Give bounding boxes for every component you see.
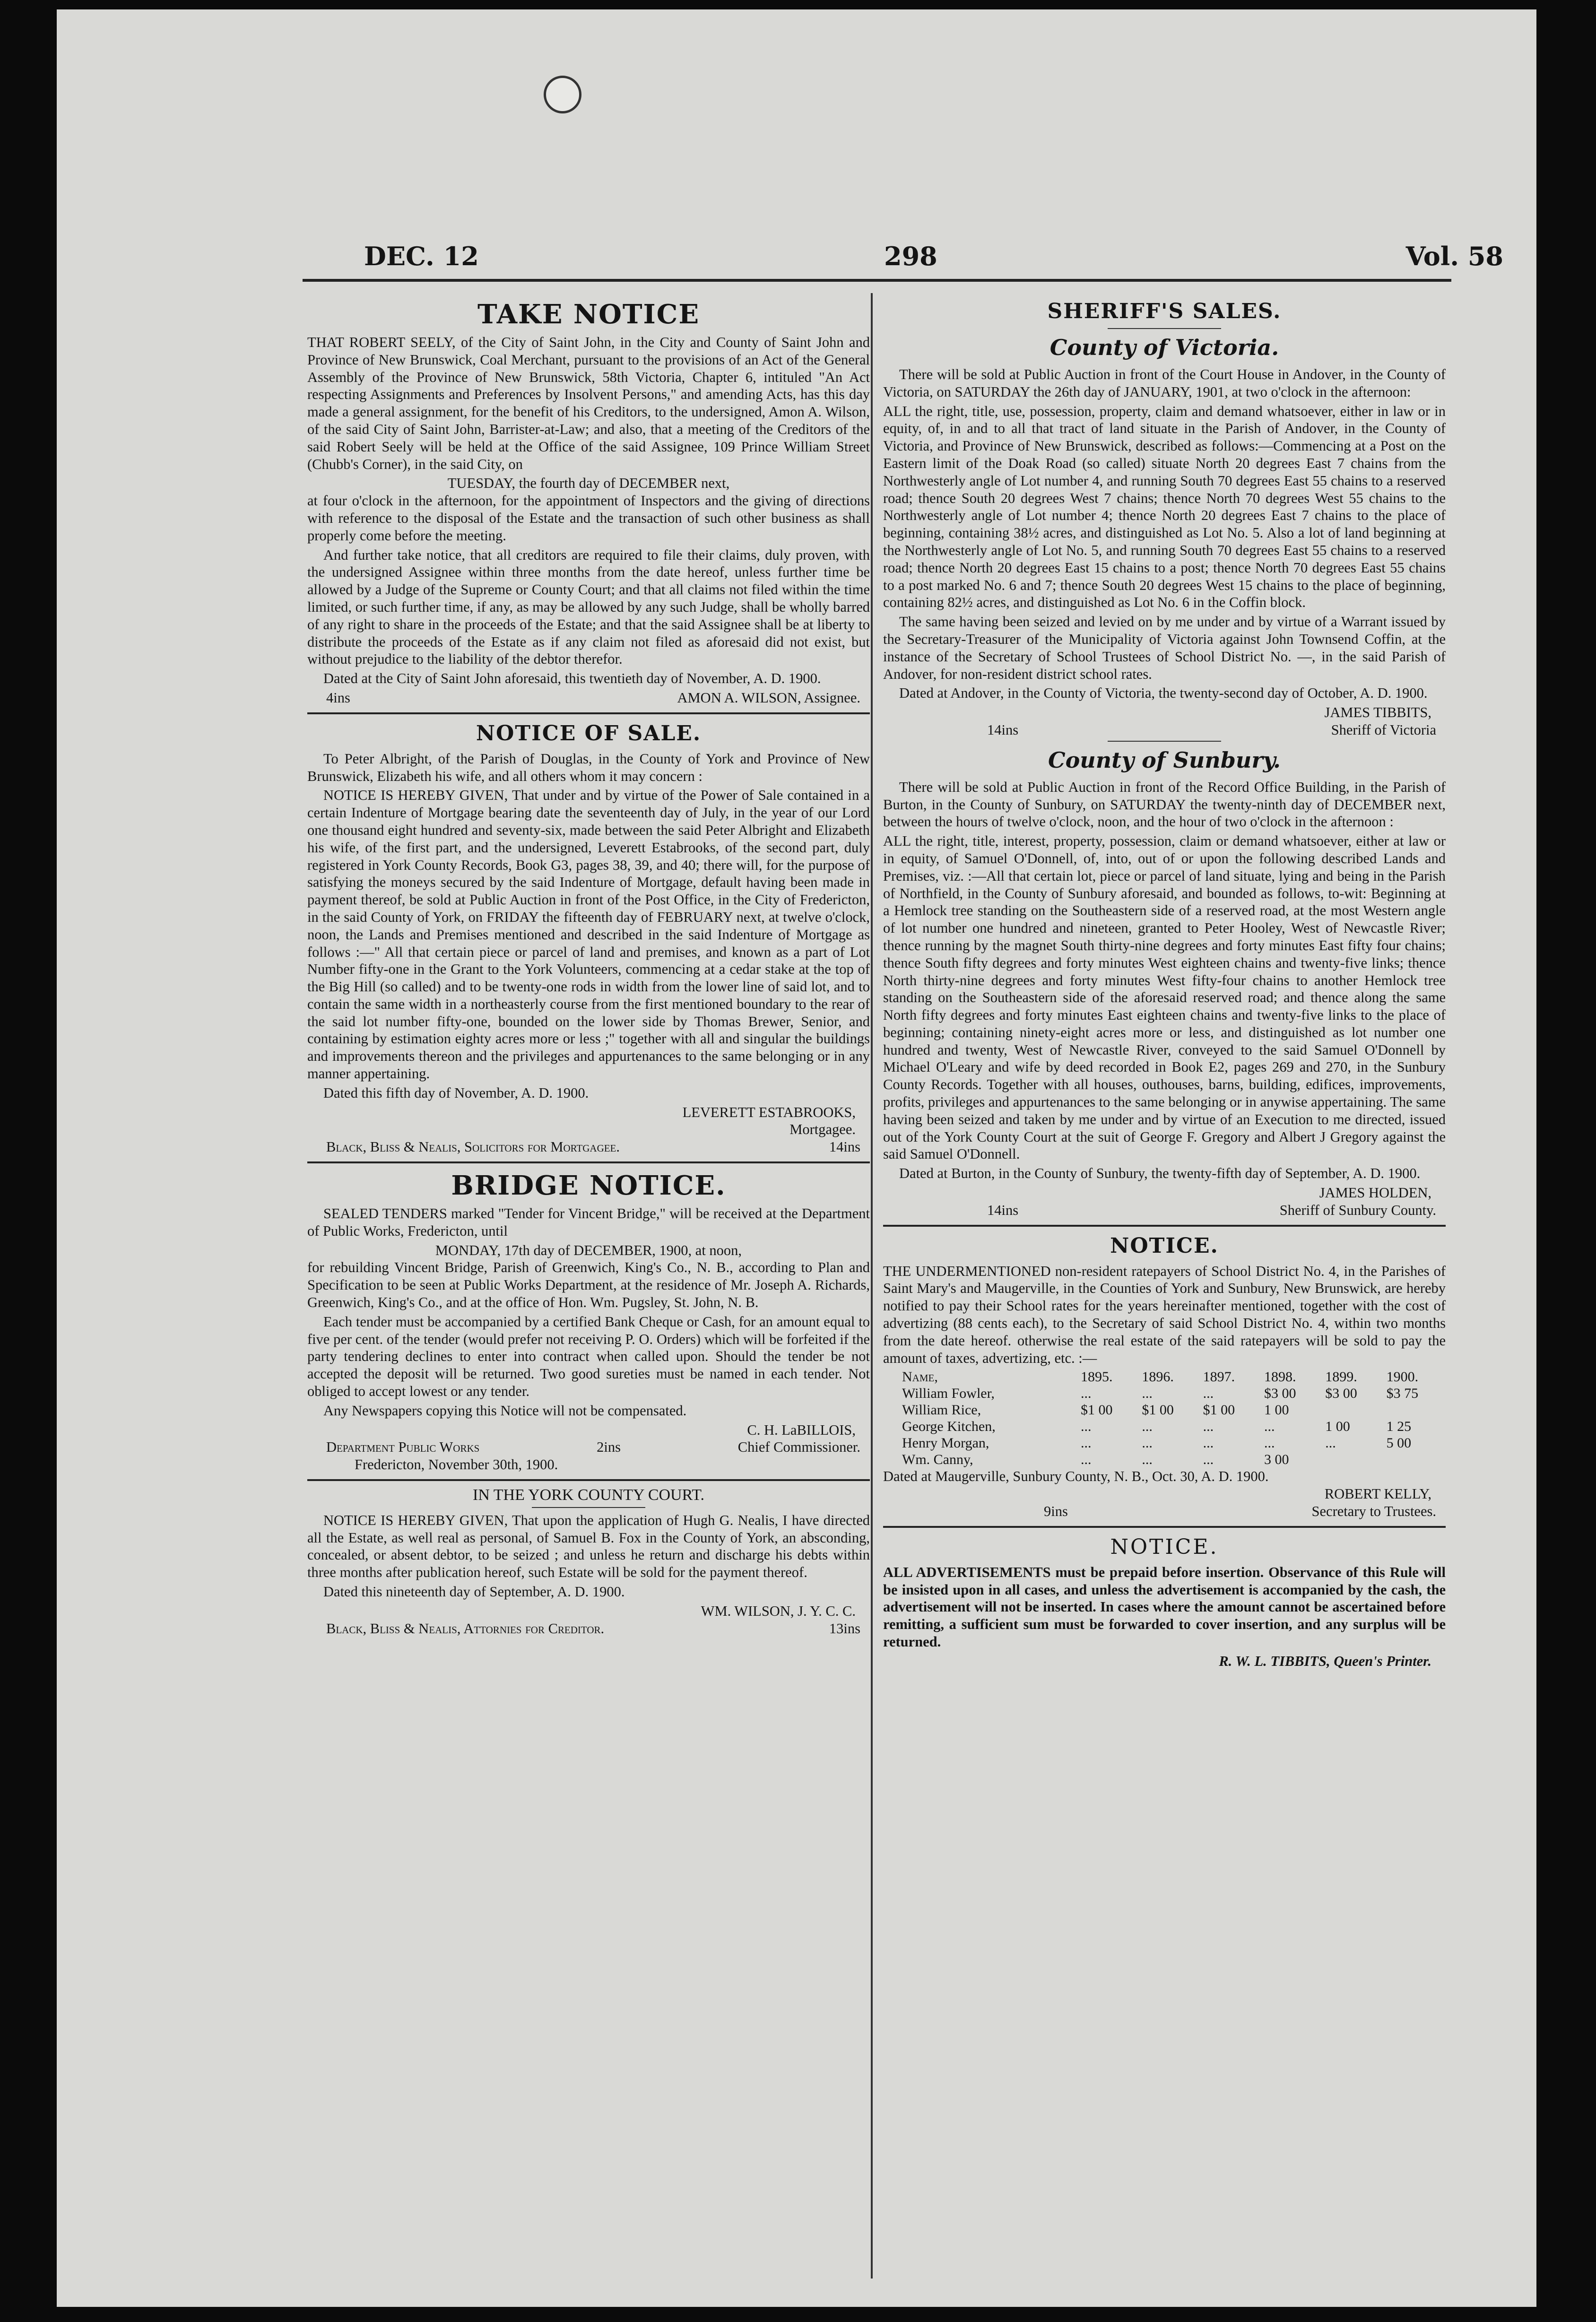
county-of-sunbury: [883, 745, 1446, 1219]
rates-cell: [1323, 1402, 1384, 1418]
notice-of-sale-title: NOTICE OF SALE.: [476, 721, 702, 745]
rates-cell: William Rice,: [902, 1402, 981, 1418]
notice-of-sale-ins: 14ins: [829, 1139, 860, 1155]
york-court-signature: WM. WILSON, J. Y. C. C.: [701, 1603, 856, 1619]
county-of-victoria: [883, 333, 1446, 739]
take-notice-title: TAKE NOTICE: [477, 299, 700, 330]
bridge-notice-title: BRIDGE NOTICE.: [451, 1170, 726, 1202]
rates-cell: ...: [1142, 1452, 1153, 1468]
take-notice-p3: And further take notice, that all creditors are required to file their claims, duly proven, with the undersigned Assignee within three months from the date hereof, unless further time be allowed by a Judge of the Supreme or County Court; and that all claims not filed within the time limited, or such further time, if any, as may be allowed by any such Judge, shall be wholly barred of any right to share in the proceeds of the Estate; and that the said Assignee shall be at liberty to distribute the proceeds of the Estate as if any claim not filed as aforesaid did not exist, but without prejudice to the liability of the debtor therefor.: [307, 546, 870, 667]
divider: [307, 712, 870, 714]
rates-cell: ...: [1081, 1435, 1092, 1451]
victoria-signature: JAMES TIBBITS,: [1324, 704, 1431, 721]
rates-cell: $1 00: [1081, 1402, 1113, 1418]
header-rule: [303, 279, 1451, 282]
rates-cell: ...: [1325, 1435, 1336, 1451]
rates-header: 1896.: [1142, 1369, 1174, 1385]
york-court-ins: 13ins: [829, 1620, 860, 1637]
sunbury-p3: Dated at Burton, in the County of Sunbury, the twenty-fifth day of September, A. D. 1900.: [899, 1165, 1421, 1182]
rates-cell: ...: [1142, 1419, 1153, 1435]
punch-hole: [544, 76, 581, 113]
table-row: [883, 1402, 1446, 1418]
rates-cell: ...: [1203, 1435, 1214, 1451]
table-row: [883, 1385, 1446, 1402]
notice-of-sale-solicitor-row: [307, 1138, 870, 1156]
victoria-p2: ALL the right, title, use, possession, property, claim and demand whatsoever, either in law or in equity, of, in and to all that tract of land situate in the Parish of Andover, in the County of Victoria, and Province of New Brunswick, described as follows:—Commencing at a Post on the Eastern limit of the Doak Road (so called) situate North 20 degrees East 7 chains from the Northwesterly angle of Lot number 4, and running South 70 degrees East 55 chains to a reserved road; thence South 20 degrees West 7 chains; thence North 70 degrees West 55 chains to the Northwesterly angle of Lot number 4; thence North 20 degrees East 7 chains to the place of beginning, containing 38½ acres, and distinguished as Lot No. 5. Also a lot of land beginning at the Northwesterly angle of Lot No. 5, and running South 70 degrees East 55 chains to a reserved road; thence North 20 degrees East 15 chains to a post; thence North 70 degrees East 55 chains to a post marked No. 6 and 7; thence South 20 degrees West 15 chains to the place of beginning, containing 82½ acres, and distinguished as Lot No. 6 in the Coffin block.: [883, 403, 1446, 611]
divider: [883, 1526, 1446, 1528]
york-court-p2: Dated this nineteenth day of September, A. D. 1900.: [323, 1584, 625, 1600]
divider: [307, 1161, 870, 1163]
rates-cell: $1 00: [1142, 1402, 1174, 1418]
notice1-ins: 9ins: [1044, 1503, 1068, 1520]
table-row: [883, 1435, 1446, 1451]
york-county-court: [307, 1487, 870, 1637]
take-notice-p1: THAT ROBERT SEELY, of the City of Saint John, in the City and County of Saint John and Province of New Brunswick, Coal Merchant, pursuant to the provisions of an Act of the General Assembly of the Province of New Brunswick, 58th Victoria, Chapter 6, intituled "An Act respecting Assignments and Preferences by Insolvent Persons," and amending Acts, has this day made a general assignment, for the benefit of his Creditors, to the undersigned, Amon A. Wilson, of the said City of Saint John, Barrister-at-Law; and also, that a meeting of the Creditors of the said Robert Seely will be held at the Office of the said Assignee, 109 Prince William Street (Chubb's Corner), in the said City, on: [307, 334, 870, 472]
take-notice-p4: Dated at the City of Saint John aforesaid, this twentieth day of November, A. D. 1900.: [323, 670, 821, 687]
notice1-signature: ROBERT KELLY,: [1324, 1486, 1431, 1502]
rates-cell: ...: [1203, 1386, 1214, 1402]
notice1-title: NOTICE.: [1110, 1233, 1219, 1258]
victoria-role: Sheriff of Victoria: [1331, 721, 1436, 738]
page-header: [364, 232, 1503, 293]
rates-header: Name,: [902, 1369, 938, 1385]
rates-cell: $1 00: [1203, 1402, 1235, 1418]
rates-cell: ...: [1203, 1419, 1214, 1435]
rates-cell: ...: [1081, 1386, 1092, 1402]
york-court-attorneys: Black, Bliss & Nealis, Attornies for Creditor.: [326, 1620, 605, 1637]
york-court-p1: NOTICE IS HEREBY GIVEN, That upon the application of Hugh G. Nealis, I have directed all the Estate, as well real as personal, of Samuel B. Fox in the County of York, an absconding, concealed, or absent debtor, to be seized ; and unless he return and discharge his debts within three months after publication hereof, such Estate will be sold for the payment thereof.: [307, 1512, 870, 1581]
notice1-role: Secretary to Trustees.: [1311, 1503, 1436, 1520]
rates-cell: $3 75: [1386, 1386, 1419, 1402]
divider: [883, 1225, 1446, 1227]
rates-cell: ...: [1264, 1419, 1275, 1435]
rates-cell: $3 00: [1264, 1386, 1296, 1402]
victoria-p4: Dated at Andover, in the County of Victoria, the twenty-second day of October, A. D. 1900.: [899, 685, 1428, 702]
rates-cell: Wm. Canny,: [902, 1452, 973, 1468]
header-volume: Vol. 58: [1405, 241, 1503, 271]
bridge-notice-p3: Each tender must be accompanied by a certified Bank Cheque or Cash, for an amount equal to five per cent. of the tender (would prefer not receiving P. O. Orders) which will be forfeited if the party tendering declines to enter into contract when called upon. Should the tender be not accepted the deposit will be returned. Two good sureties must be named in each tender. Not obliged to accept lowest or any tender.: [307, 1313, 870, 1400]
notice1-p1: THE UNDERMENTIONED non-resident ratepayers of School District No. 4, in the Parishes of Saint Mary's and Maugerville, in the Counties of York and Sunbury, New Brunswick, are hereby notified to pay their School rates for the years hereinafter mentioned, together with the cost of advertizing (88 cents each), to the Secretary of said School District No. 4, within two months from the date hereof. otherwise the real estate of the said ratepayers will be sold to pay the amount of taxes, advertizing, etc. :—: [883, 1263, 1446, 1366]
bridge-notice-dept-row: [307, 1438, 870, 1456]
rates-cell: ...: [1081, 1452, 1092, 1468]
take-notice-date: TUESDAY, the fourth day of DECEMBER next,: [447, 475, 730, 492]
notice-advertisements: [883, 1534, 1446, 1670]
thin-rule: [1108, 328, 1221, 329]
rates-cell: 1 00: [1264, 1402, 1289, 1418]
thin-rule: [1108, 741, 1221, 742]
table-row: [883, 1418, 1446, 1435]
bridge-notice-date: MONDAY, 17th day of DECEMBER, 1900, at noon,: [435, 1242, 742, 1258]
rates-cell: George Kitchen,: [902, 1419, 996, 1435]
divider: [307, 1479, 870, 1481]
sunbury-role-row: [883, 1202, 1446, 1219]
table-row: [883, 1451, 1446, 1468]
notice-of-sale-signature: LEVERETT ESTABROOKS,: [682, 1104, 856, 1120]
rates-cell: [1323, 1451, 1384, 1468]
rates-cell: ...: [1081, 1419, 1092, 1435]
rates-cell: 3 00: [1264, 1452, 1289, 1468]
notice2-p1: ALL ADVERTISEMENTS must be prepaid before insertion. Observance of this Rule will be insisted upon in all cases, and unless the advertisement is accompanied by the cash, the advertisement will not be inserted. In cases where the amount cannot be ascertained before remitting, a sufficient sum must be forwarded to cover insertion, and any surplus will be returned.: [883, 1564, 1446, 1650]
notice-of-sale: [307, 720, 870, 1156]
take-notice-signature-row: [307, 689, 870, 707]
bridge-notice: [307, 1169, 870, 1473]
sunbury-p2: ALL the right, title, interest, property, possession, claim or demand whatsoever, either at law or in equity, of Samuel O'Donnell, of, into, out of or upon the following described Lands and Premises, viz. :—All that certain lot, piece or parcel of land situate, lying and being in the Parish of Northfield, in the County of Sunbury aforesaid, and bounded as follows, to-wit: Beginning at a Hemlock tree standing on the Southeastern side of a reserved road, at the most Western angle of lot number one hundred and nineteen, granted to Peter Hooley, West of Newcastle River; thence running by the magnet South thirty-nine degrees and forty minutes East fifty four chains; thence South fifty degrees and forty minutes West eighteen chains and twenty-five links; thence North thirty-nine degrees and forty minutes West fifty-four chains to another Hemlock tree standing on the Southeastern side of the aforesaid reserved road; and thence along the same North fifty degrees and forty minutes East eighteen chains and twenty-five links to the place of beginning; containing ninety-eight acres more or less, and distinguished as lot number one hundred and twenty, West of Newcastle River, conveyed to the said Samuel O'Donnell by Michael O'Leary and wife by deed recorded in Book E2, pages 269 and 270, in the Sunbury County Records. Together with all houses, outhouses, barns, building, edifices, improvements, profits, privileges and appurtenances to the same belonging or in anywise appertaining. The same having been seized and taken by me under and by virtue of an Execution to me directed, issued out of the York County Court at the suit of George F. Gregory and Albert J Gregory against the said Samuel O'Donnell.: [883, 833, 1446, 1162]
rates-cell: 1 25: [1386, 1419, 1412, 1435]
victoria-role-row: [883, 721, 1446, 739]
left-column: [307, 293, 870, 2279]
notice-of-sale-p1: NOTICE IS HEREBY GIVEN, That under and by virtue of the Power of Sale contained in a certain Indenture of Mortgage bearing date the seventeenth day of July, in the year of our Lord one thousand eight hundred and seventy-six, made between the said Peter Albright and Elizabeth his wife, of the first part, and the undersigned, Leverett Estabrooks, of the second part, duly registered in York County Records, Book G3, pages 38, 39, and 40; there will, for the purpose of satisfying the moneys secured by the said Indenture of Mortgage, default having been made in payment thereof, be sold at Public Auction in front of the Post Office, in the City of Fredericton, in the said County of York, on FRIDAY the fifteenth day of FEBRUARY next, at twelve o'clock, noon, the Lands and Premises mentioned and described in the said Indenture of Mortgage as follows :—" All that certain piece or parcel of land and premises, and known as a part of Lot Number fifty-one in the Grant to the York Volunteers, commencing at a cedar stake at the top of the Big Hill (so called) and to be twenty-one rods in width from the lower line of said lot, and to contain the same width in a northeasterly course from the first mentioned boundary to the rear of the said lot number fifty-one, bounded on the lower side by Thomas Brewer, Senior, and containing by estimation eighty acres more or less ;" together with all and singular the buildings and improvements thereon and the privileges and appurtenances to the same belonging or in any manner appertaining.: [307, 787, 870, 1082]
sunbury-ins: 14ins: [987, 1202, 1019, 1218]
notice1-dated: Dated at Maugerville, Sunbury County, N. B., Oct. 30, A. D. 1900.: [883, 1468, 1269, 1485]
header-page-number: 298: [884, 241, 937, 271]
rates-header: 1900.: [1386, 1369, 1419, 1385]
rates-cell: ...: [1142, 1435, 1153, 1451]
notice-of-sale-role: Mortgagee.: [789, 1121, 856, 1138]
notice2-signature: R. W. L. TIBBITS, Queen's Printer.: [1219, 1653, 1431, 1669]
york-court-attorneys-row: [307, 1620, 870, 1638]
column-rule: [871, 293, 873, 2279]
rates-cell: $3 00: [1325, 1386, 1357, 1402]
bridge-notice-p2: for rebuilding Vincent Bridge, Parish of Greenwich, King's Co., N. B., according to Plan and Specification to be seen at Public Works Department, at the residence of Mr. Joseph A. Richards, Greenwich, King's Co., and at the office of Hon. Wm. Pugsley, St. John, N. B.: [307, 1259, 870, 1311]
rates-cell: ...: [1203, 1452, 1214, 1468]
bridge-notice-place-date: Fredericton, November 30th, 1900.: [355, 1456, 558, 1473]
right-column: [883, 293, 1446, 2279]
header-date: DEC. 12: [364, 241, 479, 271]
notice-school-rates: [883, 1232, 1446, 1520]
rates-cell: 1 00: [1325, 1419, 1350, 1435]
bridge-notice-signature: C. H. LaBILLOIS,: [747, 1421, 856, 1438]
rates-header: 1895.: [1081, 1369, 1113, 1385]
rates-header: 1899.: [1325, 1369, 1357, 1385]
victoria-ins: 14ins: [987, 721, 1019, 738]
rates-header-row: [883, 1369, 1446, 1385]
sunbury-role: Sheriff of Sunbury County.: [1279, 1202, 1436, 1218]
take-notice: [307, 298, 870, 707]
sheriffs-sales-title: SHERIFF'S SALES.: [1047, 299, 1282, 323]
sunbury-p1: There will be sold at Public Auction in front of the Record Office Building, in the Parish of Burton, in the County of Sunbury, on SATURDAY the twenty-ninth day of DECEMBER next, between the hours of twelve o'clock, noon, and the hour of two o'clock in the afternoon :: [883, 779, 1446, 830]
rates-table: [883, 1369, 1446, 1468]
victoria-title: County of Victoria.: [1050, 335, 1279, 360]
take-notice-ins: 4ins: [326, 689, 350, 706]
rates-header: 1898.: [1264, 1369, 1296, 1385]
rates-cell: ...: [1142, 1386, 1153, 1402]
victoria-p1: There will be sold at Public Auction in front of the Court House in Andover, in the County of Victoria, on SATURDAY the 26th day of JANUARY, 1901, at two o'clock in the afternoon:: [883, 366, 1446, 400]
sunbury-signature: JAMES HOLDEN,: [1319, 1185, 1431, 1201]
bridge-notice-role: Chief Commissioner.: [737, 1439, 860, 1456]
rates-cell: [1385, 1451, 1446, 1468]
take-notice-signature: AMON A. WILSON, Assignee.: [677, 689, 860, 706]
sunbury-title: County of Sunbury.: [1048, 747, 1281, 773]
notice-of-sale-solicitors: Black, Bliss & Nealis, Solicitors for Mortgagee.: [326, 1139, 620, 1155]
notice2-title: NOTICE.: [1110, 1534, 1219, 1559]
bridge-notice-p4: Any Newspapers copying this Notice will not be compensated.: [323, 1402, 687, 1419]
rates-cell: 5 00: [1386, 1435, 1412, 1451]
york-court-title: IN THE YORK COUNTY COURT.: [473, 1486, 704, 1504]
bridge-notice-p1: SEALED TENDERS marked "Tender for Vincent Bridge," will be received at the Department of Public Works, Fredericton, until: [307, 1205, 870, 1239]
bridge-notice-dept: Department Public Works: [326, 1439, 480, 1456]
notice-of-sale-address: To Peter Albright, of the Parish of Douglas, in the County of York and Province of New Brunswick, Elizabeth his wife, and all others whom it may concern :: [307, 750, 870, 784]
rates-cell: ...: [1264, 1435, 1275, 1451]
bridge-notice-ins: 2ins: [597, 1439, 621, 1456]
rates-cell: Henry Morgan,: [902, 1435, 989, 1451]
rates-header: 1897.: [1203, 1369, 1235, 1385]
rates-cell: William Fowler,: [902, 1386, 995, 1402]
take-notice-p2: at four o'clock in the afternoon, for the appointment of Inspectors and the giving of directions with reference to the disposal of the Estate and the transaction of such other business as shall properly come before the meeting.: [307, 493, 870, 544]
notice1-role-row: [883, 1503, 1446, 1520]
thin-rule: [532, 1507, 645, 1508]
victoria-p3: The same having been seized and levied on by me under and by virtue of a Warrant issued by the Secretary-Treasurer of the Municipality of Victoria against John Townsend Coffin, at the instance of the Secretary of School Trustees of School District No. —, in the said Parish of Andover, for non-resident district school rates.: [883, 614, 1446, 682]
rates-cell: [1385, 1402, 1446, 1418]
notice-of-sale-p2: Dated this fifth day of November, A. D. 1900.: [323, 1084, 589, 1101]
